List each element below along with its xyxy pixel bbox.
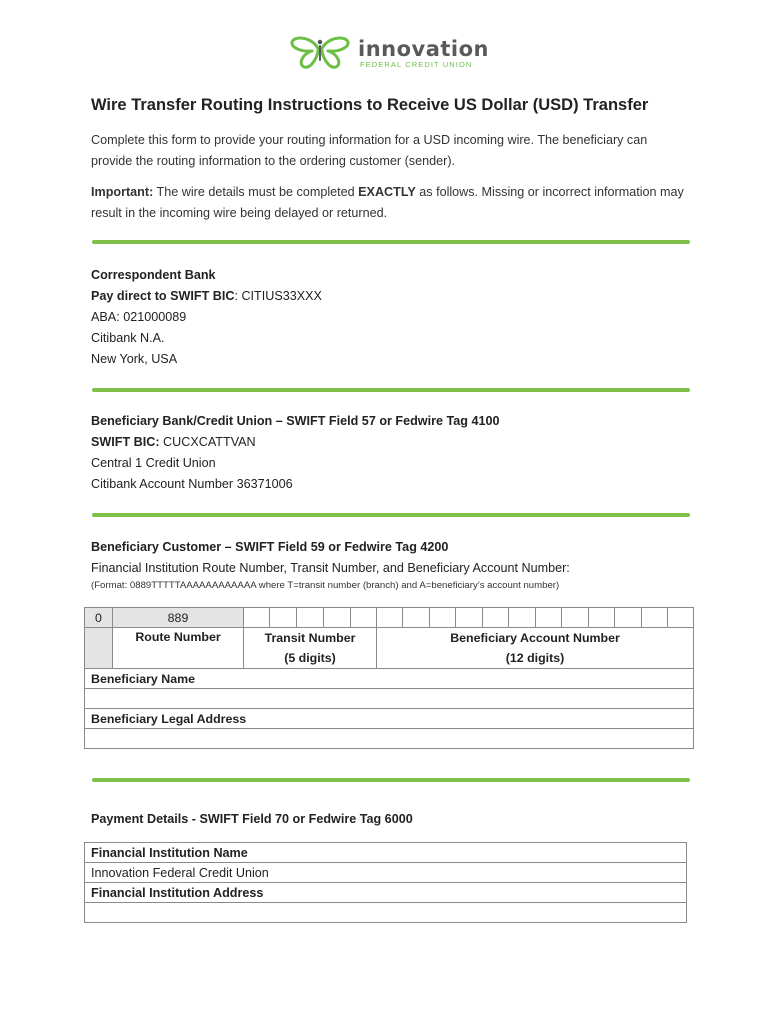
beneficiary-address-input-row xyxy=(85,729,694,749)
account-digit-2[interactable] xyxy=(403,608,430,628)
first-digit-cell: 0 xyxy=(85,608,113,628)
correspondent-swift xyxy=(91,286,711,307)
fi-address-label: Financial Institution Address xyxy=(85,883,687,903)
important-paragraph xyxy=(91,182,691,224)
fi-address-field[interactable] xyxy=(85,903,687,923)
correspondent-bank-section xyxy=(91,265,711,370)
beneficiary-name-input-row xyxy=(85,689,694,709)
beneficiary-bank-account: Citibank Account Number 36371006 xyxy=(91,477,293,491)
account-digit-3[interactable] xyxy=(430,608,456,628)
transit-digit-5[interactable] xyxy=(351,608,377,628)
section-divider xyxy=(92,388,690,392)
account-digit-4[interactable] xyxy=(456,608,483,628)
transit-label-line1: Transit Number xyxy=(264,631,356,645)
important-emphasis: EXACTLY xyxy=(358,185,416,199)
innovation-logo xyxy=(288,34,488,70)
account-digit-11[interactable] xyxy=(642,608,668,628)
fi-name-value: Innovation Federal Credit Union xyxy=(85,863,687,883)
transit-digit-4[interactable] xyxy=(324,608,351,628)
correspondent-bank-name: Citibank N.A. xyxy=(91,331,165,345)
account-digit-6[interactable] xyxy=(509,608,536,628)
beneficiary-address-field[interactable] xyxy=(85,729,694,749)
beneficiary-bank-swift xyxy=(91,432,711,453)
beneficiary-address-label-row xyxy=(85,709,694,729)
correspondent-city: New York, USA xyxy=(91,352,178,366)
beneficiary-name-label: Beneficiary Name xyxy=(85,669,694,689)
transit-digit-1[interactable] xyxy=(244,608,270,628)
beneficiary-bank-name: Central 1 Credit Union xyxy=(91,456,216,470)
beneficiary-customer-subheading: Financial Institution Route Number, Transit Number, and Beneficiary Account Number: xyxy=(91,561,570,575)
first-digit-spacer xyxy=(85,628,113,669)
account-label-line2: (12 digits) xyxy=(505,651,565,665)
transit-number-label xyxy=(244,628,377,669)
transit-digit-2[interactable] xyxy=(270,608,297,628)
correspondent-swift-value: : CITIUS33XXX xyxy=(234,289,322,303)
beneficiary-bank-heading: Beneficiary Bank/Credit Union – SWIFT Field 57 or Fedwire Tag 4100 xyxy=(91,414,500,428)
digit-row xyxy=(85,608,694,628)
beneficiary-bank-swift-label: SWIFT BIC: xyxy=(91,435,160,449)
intro-paragraph: Complete this form to provide your routing information for a USD incoming wire. The beneficiary can provide the routing information to the ordering customer (sender). xyxy=(91,133,648,168)
beneficiary-bank-section xyxy=(91,411,711,495)
account-digit-12[interactable] xyxy=(668,608,694,628)
important-text-b: as follows. Missing or incorrect information may result in the incoming wire being delayed or returned. xyxy=(91,185,684,220)
logo-wordmark: innovation xyxy=(358,37,489,61)
payment-heading: Payment Details - SWIFT Field 70 or Fedwire Tag 6000 xyxy=(91,812,413,826)
payment-details-table xyxy=(84,842,687,923)
route-number-label xyxy=(113,628,244,669)
account-digit-7[interactable] xyxy=(536,608,562,628)
beneficiary-customer-section xyxy=(91,537,711,579)
transit-label-line2: (5 digits) xyxy=(284,651,336,665)
section-divider xyxy=(92,513,690,517)
account-format-note: (Format: 0889TTTTTAAAAAAAAAAAA where T=transit number (branch) and A=beneficiary’s account number) xyxy=(91,580,560,591)
payment-details-section xyxy=(91,809,711,830)
important-label: Important: xyxy=(91,185,154,199)
beneficiary-name-label-row xyxy=(85,669,694,689)
correspondent-heading: Correspondent Bank xyxy=(91,268,216,282)
label-row xyxy=(85,628,694,669)
account-digit-5[interactable] xyxy=(483,608,509,628)
account-digit-10[interactable] xyxy=(615,608,642,628)
logo-subtitle: FEDERAL CREDIT UNION xyxy=(360,60,473,69)
account-digit-8[interactable] xyxy=(562,608,589,628)
beneficiary-address-label: Beneficiary Legal Address xyxy=(85,709,694,729)
transit-digit-3[interactable] xyxy=(297,608,324,628)
beneficiary-customer-heading: Beneficiary Customer – SWIFT Field 59 or Fedwire Tag 4200 xyxy=(91,540,449,554)
route-number-label-text: Route Number xyxy=(135,630,221,644)
beneficiary-name-field[interactable] xyxy=(85,689,694,709)
account-number-grid xyxy=(84,607,694,749)
account-digit-1[interactable] xyxy=(377,608,403,628)
section-divider xyxy=(92,240,690,244)
important-text-a: The wire details must be completed xyxy=(153,185,359,199)
account-digit-9[interactable] xyxy=(589,608,615,628)
account-label-line1: Beneficiary Account Number xyxy=(450,631,620,645)
fi-name-label: Financial Institution Name xyxy=(85,843,687,863)
correspondent-swift-label: Pay direct to SWIFT BIC xyxy=(91,289,235,303)
route-digits-cell: 889 xyxy=(113,608,244,628)
page-title: Wire Transfer Routing Instructions to Receive US Dollar (USD) Transfer xyxy=(91,96,649,114)
beneficiary-account-label xyxy=(377,628,694,669)
beneficiary-bank-swift-value: CUCXCATTVAN xyxy=(159,435,256,449)
section-divider xyxy=(92,778,690,782)
butterfly-icon xyxy=(288,34,352,70)
correspondent-aba: ABA: 021000089 xyxy=(91,310,187,324)
